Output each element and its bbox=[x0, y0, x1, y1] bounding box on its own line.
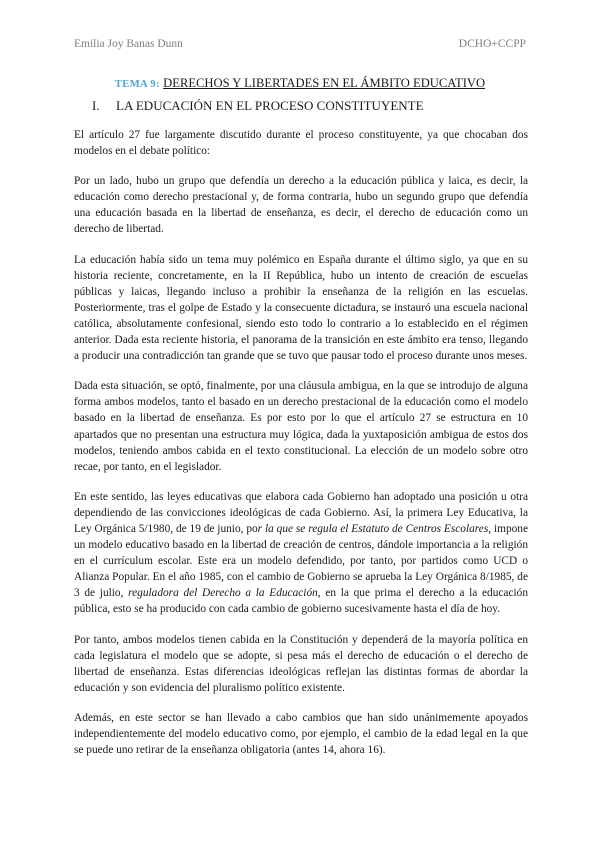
section-number: I. bbox=[92, 98, 100, 113]
paragraph-2: Por un lado, hubo un grupo que defendía un derecho a la educación pública y laica, es decir, la educación como derecho prestacional y, de forma contraria, hubo un segundo grupo que defendía una educación basada en la libertad de enseñanza, es decir, el derecho de educación como un derecho de libertad. bbox=[74, 175, 528, 236]
paragraph-6: Por tanto, ambos modelos tienen cabida en la Constitución y dependerá de la mayoría política en cada legislatura el modelo que se adopte, si pesa más el derecho de educación o el derecho de libertad de enseñanza. Estas diferencias ideológicas reflejan las distintas formas de abordar la educación y son evidencia del pluralismo político existente. bbox=[74, 633, 528, 694]
paragraph-7: Además, en este sector se han llevado a cabo cambios que han sido unánimemente apoyados independientemente del modelo educativo como, por ejemplo, el cambio de la edad legal en la que se puede uno retirar de la enseñanza obligatoria (antes 14, ahora 16). bbox=[74, 711, 528, 757]
law-title-1980: r la que se regula el Estatuto de Centros Escolares bbox=[257, 522, 489, 535]
author-name: Emilia Joy Banas Dunn bbox=[74, 38, 183, 50]
document-body bbox=[74, 127, 528, 772]
paragraph-5-text-e: , en la que prima el derecho a la educación pública, esto se ha producido con cada cambio de gobierno sucesivamente hasta el día de hoy. bbox=[74, 587, 528, 616]
paragraph-5-text-c: , impone un modelo educativo basado en la libertad de creación de centros, dándole importancia a la religión en el currículum escolar. Este era un modelo defendido, por tanto, por partidos como UCD o Alianza Popular. En el año 1985, con el cambio de Gobierno se aprueba la Ley Orgánica 8/1985, de 3 de julio, bbox=[74, 522, 528, 600]
page-header bbox=[74, 38, 526, 50]
course-code: DCHO+CCPP bbox=[458, 38, 526, 50]
section-title: LA EDUCACIÓN EN EL PROCESO CONSTITUYENTE bbox=[116, 98, 424, 113]
paragraph-3: La educación había sido un tema muy polémico en España durante el último siglo, ya que en su historia reciente, concretamente, en la II República, hubo un intento de creación de escuelas públicas y laicas, llegando incluso a prohibir la enseñanza de la religión en las escuelas. Posteriormente, tras el golpe de Estado y la consecuente dictadura, se instauró una escuela nacional católica, absolutamente confesional, siendo esto todo lo contrario a lo establecido en el régimen anterior. Dada esta reciente historia, el panorama de la transición en este ámbito era tenso, llegando a producir una contradicción tan grande que se tuvo que pausar todo el proceso durante unos meses. bbox=[74, 253, 528, 363]
paragraph-5 bbox=[74, 489, 528, 618]
law-title-1985: reguladora del Derecho a la Educación bbox=[128, 587, 318, 600]
paragraph-4: Dada esta situación, se optó, finalmente, por una cláusula ambigua, en la que se introdujo de alguna forma ambos modelos, tanto el basado en un derecho prestacional de la educación como el modelo basado en la libertad de enseñanza. Es por esto por lo que el artículo 27 se estructura en 10 apartados que no presentan una estructura muy lógica, dada la yuxtaposición ambigua de estos dos modelos, teniendo ambos cabida en el texto constitucional. La elección de un modelo sobre otro recae, por tanto, en el legislador. bbox=[74, 380, 528, 473]
paragraph-5-text-a: En este sentido, las leyes educativas que elabora cada Gobierno han adoptado una posición u otra dependiendo de las convicciones ideológicas de cada Gobierno. Así, la primera Ley Educativa, la Ley Orgánica 5/1980, de 19 de junio, po bbox=[74, 490, 528, 535]
paragraph-1: El artículo 27 fue largamente discutido durante el proceso constituyente, ya que chocaban dos modelos en el debate político: bbox=[74, 129, 528, 158]
section-heading bbox=[92, 98, 526, 114]
topic-label: TEMA 9 bbox=[114, 79, 157, 90]
topic-heading: DERECHOS Y LIBERTADES EN EL ÁMBITO EDUCATIVO bbox=[163, 76, 486, 90]
topic-title bbox=[74, 76, 526, 91]
topic-separator: : bbox=[156, 79, 160, 90]
